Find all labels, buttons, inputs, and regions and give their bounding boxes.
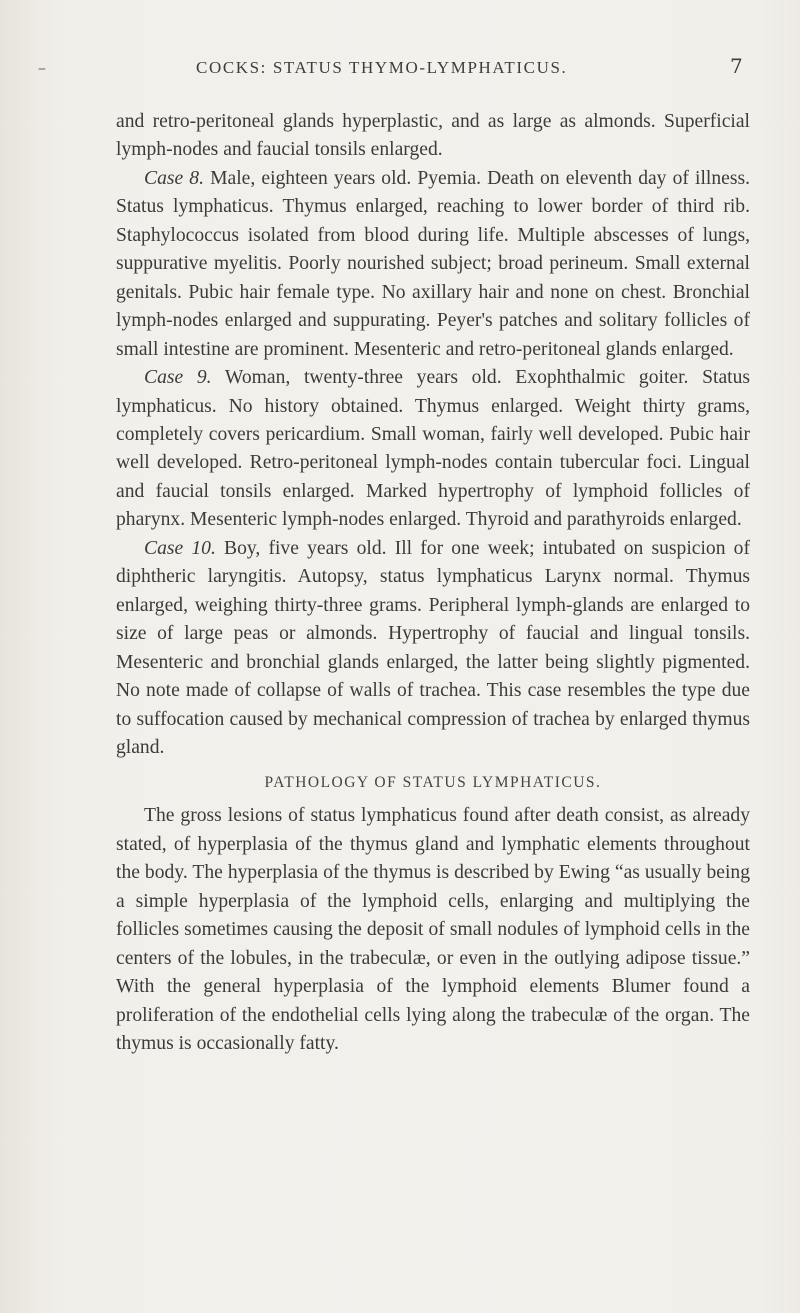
case-label: Case 9. [144, 367, 212, 389]
paragraph-case-9 [116, 364, 750, 535]
paragraph-continuation [116, 108, 750, 165]
case-label: Case 10. [144, 537, 216, 559]
body-text [116, 108, 750, 1059]
page-number: 7 [730, 54, 743, 78]
paragraph-case-8 [116, 165, 750, 364]
running-head [0, 54, 800, 88]
paragraph-pathology [116, 802, 750, 1058]
case-label: Case 8. [144, 167, 204, 189]
paragraph-text: Boy, five years old. Ill for one week; intubated on suspicion of diphtheric laryngitis. Autopsy, status lymphaticus Larynx normal. Thymus enlarged, weighing thirty-three grams. Peripheral lymph-glands are enlarged to size of large peas or almonds. Hypertrophy of faucial and lingual tonsils. Mesenteric and bronchial glands enlarged, the latter being slightly pigmented. No note made of collapse of walls of trachea. This case resembles the type due to suffocation caused by mechanical compression of trachea by enlarged thymus gland. [116, 537, 751, 758]
running-head-dash: – [38, 58, 46, 77]
running-head-title: COCKS: STATUS THYMO-LYMPHATICUS. [196, 58, 568, 77]
paragraph-text: Woman, twenty-three years old. Exophthalmic goiter. Status lymphaticus. No history obtained. Thymus enlarged. Weight thirty grams, completely covers pericardium. Small woman, fairly well developed. Pubic hair well developed. Retro-peritoneal lymph-nodes contain tubercular foci. Lingual and faucial tonsils enlarged. Marked hypertrophy of lymphoid follicles of pharynx. Mesenteric lymph-nodes enlarged. Thyroid and parathyroids enlarged. [116, 367, 751, 531]
paragraph-text: Male, eighteen years old. Pyemia. Death on eleventh day of illness. Status lymphaticus. Thymus enlarged, reaching to lower border of third rib. Staphylococcus isolated from blood during life. Multiple abscesses of lungs, suppurative myelitis. Poorly nourished subject; broad perineum. Small external genitals. Pubic hair female type. No axillary hair and none on chest. Bronchial lymph-nodes enlarged and suppurating. Peyer's patches and solitary follicles of small intestine are prominent. Mesenteric and retro-peritoneal glands enlarged. [116, 167, 750, 360]
section-heading: PATHOLOGY OF STATUS LYMPHATICUS. [264, 774, 602, 792]
paragraph-text: The gross lesions of status lymphaticus found after death consist, as already stated, of hyperplasia of the thymus gland and lymphatic elements throughout the body. The hyperplasia of the thymus is described by Ewing “as usually being a simple hyperplasia of the lymphoid cells, enlarging and multiplying the follicles sometimes causing the deposit of small nodules of lymphoid cells in the centers of the lobules, in the trabeculæ, or even in the outlying adipose tissue.” With the general hyperplasia of the lymphoid elements Blumer found a proliferation of the endothelial cells lying along the trabeculæ of the organ. The thymus is occasionally fatty. [116, 805, 750, 1055]
paragraph-text: and retro-peritoneal glands hyperplastic, and as large as almonds. Superficial lymph-nodes and faucial tonsils enlarged. [116, 111, 750, 161]
paragraph-case-10 [116, 535, 750, 763]
